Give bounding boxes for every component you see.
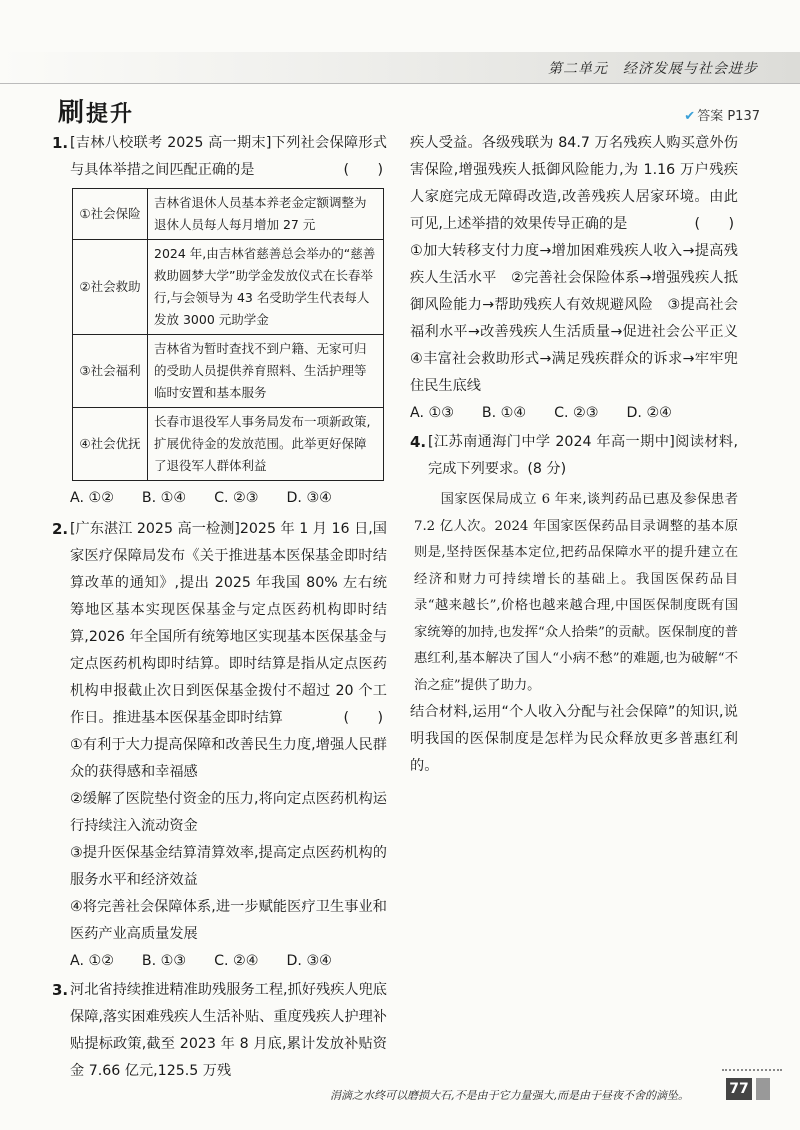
option-c[interactable]: C. ②③: [214, 490, 259, 506]
question-4: [410, 429, 738, 483]
table-row: [73, 240, 384, 335]
row-text: 2024 年,由吉林省慈善总会举办的“慈善救助圆梦大学”助学金发放仪式在长春举行,与会领导为 43 名受助学生代表每人发放 3000 元助学金: [148, 240, 384, 335]
question-stem: [江苏南通海门中学 2024 年高一期中]阅读材料,完成下列要求。(8 分): [428, 434, 738, 477]
question-number: 1.: [52, 134, 69, 152]
row-label: ①社会保险: [73, 189, 148, 240]
row-text: 吉林省退休人员基本养老金定额调整为退休人员每人每月增加 27 元: [148, 189, 384, 240]
question-number: 3.: [52, 981, 69, 999]
question-2: [52, 516, 387, 948]
question-number: 2.: [52, 520, 69, 538]
option-a[interactable]: A. ①②: [70, 953, 114, 969]
statement-item: ①有利于大力提高保障和改善民生力度,增强人民群众的获得感和幸福感: [70, 737, 387, 780]
option-c[interactable]: C. ②③: [554, 405, 599, 421]
page-tab: [756, 1078, 770, 1100]
unit-title: 第二单元 经济发展与社会进步: [548, 61, 758, 77]
options-q2: [52, 948, 387, 975]
options-q1: [52, 485, 387, 512]
option-b[interactable]: B. ①③: [141, 953, 187, 969]
table-row: [73, 335, 384, 408]
table-row: [73, 189, 384, 240]
question-3: [52, 977, 387, 1085]
statement-items: ①加大转移支付力度→增加困难残疾人收入→提高残疾人生活水平 ②完善社会保险体系→增强残疾人抵御风险能力→帮助残疾人有效规避风险 ③提高社会福利水平→改善残疾人生活质量→促进社会公平正义 ④丰富社会救助形式→满足残疾群众的诉求→牢牢兜住民生底线: [410, 243, 753, 394]
question-number: 4.: [410, 433, 427, 451]
row-text: 长春市退役军人事务局发布一项新政策,扩展优待金的发放范围。此举更好保障了退役军人群体利益: [148, 408, 384, 481]
table-row: [73, 408, 384, 481]
option-c[interactable]: C. ②④: [214, 953, 259, 969]
row-text: 吉林省为暂时查找不到户籍、无家可归的受助人员提供养育照料、生活护理等临时安置和基本服务: [148, 335, 384, 408]
answer-page-label: 答案 P137: [697, 109, 760, 124]
left-column: [52, 130, 387, 1085]
reading-material: 国家医保局成立 6 年来,谈判药品已惠及参保患者 7.2 亿人次。2024 年国家医保药品目录调整的基本原则是,坚持医保基本定位,把药品保障水平的提升建立在经济和财力可持续增长的基础上。我国医保药品目录“越来越长”,价格也越来越合理,中国医保制度既有国家统筹的加持,也发挥“众人拾柴”的贡献。医保制度的普惠红利,基本解决了国人“小病不愁”的难题,也为破解“不治之症”提供了助力。: [414, 492, 738, 693]
question-1: [52, 130, 387, 184]
brand-label: 提升: [86, 102, 135, 127]
row-label: ②社会救助: [73, 240, 148, 335]
option-a[interactable]: A. ①③: [410, 405, 454, 421]
header-divider: [0, 83, 800, 84]
check-icon: ✔: [684, 109, 696, 124]
option-d[interactable]: D. ②④: [626, 405, 672, 421]
option-b[interactable]: B. ①④: [141, 490, 187, 506]
answer-reference: [684, 105, 760, 124]
question-stem: [广东湛江 2025 高一检测]2025 年 1 月 16 日,国家医疗保障局发布《关于推进基本医保基金即时结算改革的通知》,提出 2025 年我国 80% 左右统筹地区基本实现医保基金与定点医药机构即时结算,2026 年全国所有统筹地区实现基本医保基金与定点医药机构即时结算。即时结算是指从定点医药机构申报截止次日到医保基金拨付不超过 20 个工作日。推进基本医保基金即时结算: [70, 521, 387, 726]
statement-item: ③提升医保基金结算清算效率,提高定点医药机构的服务水平和经济效益: [70, 845, 387, 888]
row-label: ③社会福利: [73, 335, 148, 408]
footer-quote: 涓滴之水终可以磨损大石,不是由于它力量强大,而是由于昼夜不舍的滴坠。: [330, 1089, 689, 1102]
page-number: 77: [726, 1078, 752, 1100]
answer-paren: ( ): [694, 216, 734, 232]
brand-char: 刷: [58, 98, 87, 128]
answer-paren: ( ): [343, 162, 383, 178]
option-d[interactable]: D. ③④: [286, 490, 332, 506]
option-d[interactable]: D. ③④: [286, 953, 332, 969]
section-brand: [58, 92, 134, 129]
match-table: [72, 188, 384, 481]
question-stem: [吉林八校联考 2025 高一期末]下列社会保障形式与具体举措之间匹配正确的是: [70, 135, 387, 178]
statement-item: ④将完善社会保障体系,进一步赋能医疗卫生事业和医药产业高质量发展: [70, 899, 387, 942]
question-stem-part1: 河北省持续推进精准助残服务工程,抓好残疾人兜底保障,落实困难残疾人生活补贴、重度残疾人护理补贴提标政策,截至 2023 年 8 月底,累计发放补贴资金 7.66 亿元,125.5 万残: [70, 982, 387, 1079]
option-a[interactable]: A. ①②: [70, 490, 114, 506]
right-column: [410, 130, 753, 780]
statement-item: ②缓解了医院垫付资金的压力,将向定点医药机构运行持续注入流动资金: [70, 791, 387, 834]
option-b[interactable]: B. ①④: [481, 405, 527, 421]
question-stem-part2: 疾人受益。各级残联为 84.7 万名残疾人购买意外伤害保险,增强残疾人抵御风险能力,为 1.16 万户残疾人家庭完成无障碍改造,改善残疾人居家环境。由此可见,上述举措的效果传导正确的是: [410, 135, 738, 232]
page-dots: [722, 1069, 782, 1075]
options-q3: [410, 400, 738, 427]
task-prompt: 结合材料,运用“个人收入分配与社会保障”的知识,说明我国的医保制度是怎样为民众释放更多普惠红利的。: [410, 704, 738, 774]
row-label: ④社会优抚: [73, 408, 148, 481]
answer-paren: ( ): [343, 710, 383, 726]
